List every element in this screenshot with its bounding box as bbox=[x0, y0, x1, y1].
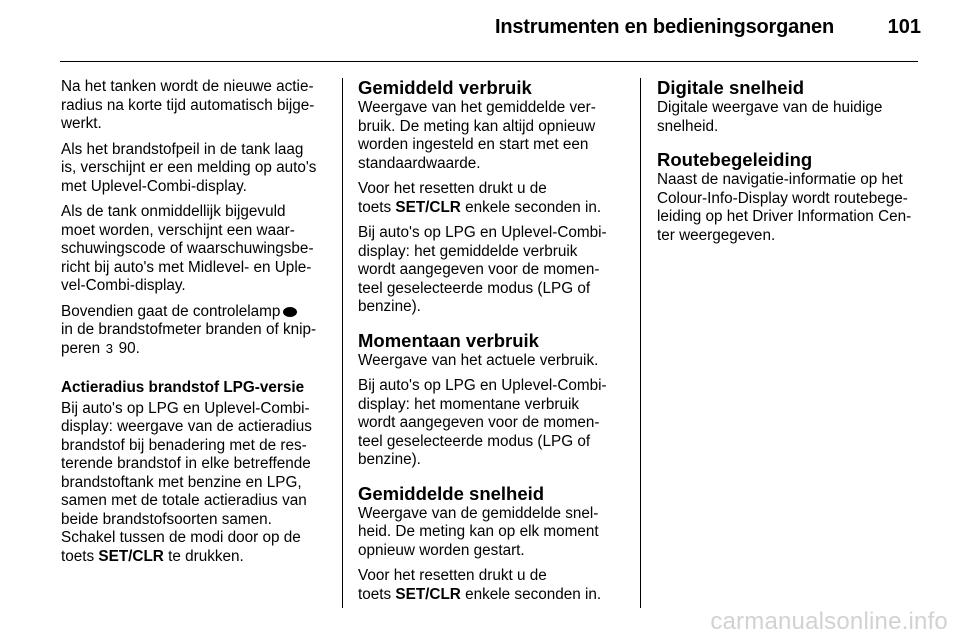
arrow-right-icon: 3 bbox=[105, 340, 113, 356]
column-2 bbox=[358, 78, 630, 611]
reset-text-end: enkele seconden in. bbox=[460, 198, 602, 216]
set-clr-key-label: SET/CLR bbox=[395, 198, 461, 216]
column-1 bbox=[61, 78, 331, 573]
watermark: carmanualsonline.info bbox=[710, 608, 948, 635]
paragraph-instant-consumption: Weergave van het actuele verbruik. bbox=[358, 351, 599, 369]
paragraph-average-consumption: Weergave van het gemiddelde ver- bruik. De meting kan altijd opnieuw worden ingesteld en start met een standaardwaarde. bbox=[358, 99, 596, 172]
page-reference: 90. bbox=[118, 339, 140, 357]
section-title-digital-speed: Digitale snelheid bbox=[657, 77, 805, 98]
paragraph-average-speed-reset bbox=[358, 567, 630, 604]
paragraph-range-update: Na het tanken wordt de nieuwe actie- radius na korte tijd automatisch bijge- werkt. bbox=[61, 78, 315, 132]
paragraph-low-fuel: Als het brandstofpeil in de tank laag is, verschijnt er een melding op auto's met Uplevel-Combi-display. bbox=[61, 140, 317, 195]
page-number: 101 bbox=[887, 16, 921, 38]
paragraph-lpg-range bbox=[61, 400, 331, 567]
paragraph-control-lamp bbox=[61, 303, 331, 359]
column-divider-2 bbox=[640, 78, 641, 608]
paragraph-refuel-warning: Als de tank onmiddellijk bijgevuld moet worden, verschijnt een waar- schuwingscode of waarschuwingsbe- richt bij auto's met Midlevel- en Uple- vel-Combi-display. bbox=[61, 203, 314, 294]
section-title-average-consumption: Gemiddeld verbruik bbox=[358, 77, 532, 98]
set-clr-key-label: SET/CLR bbox=[98, 547, 164, 565]
paragraph-instant-consumption-lpg: Bij auto's op LPG en Uplevel-Combi- display: het momentane verbruik wordt aangegeven voor de momen- teel geselecteerde modus (LPG of benzine). bbox=[358, 377, 607, 468]
lpg-range-text: Bij auto's op LPG en Uplevel-Combi- display: weergave van de actieradius brandstof bij benadering met de res- terende brandstof in elke betreffende brandstoftank met benzine en LPG, samen met de totale actieradius van beide brandstofsoorten samen. Schakel tussen de modi door op de toets bbox=[61, 399, 312, 565]
column-3 bbox=[657, 78, 932, 252]
paragraph-route-guidance: Naast de navigatie-informatie op het Colour-Info-Display wordt routebege- leiding op het Driver Information Cen- ter weergegeven. bbox=[657, 171, 912, 244]
control-lamp-text-start: Bovendien gaat de controlelamp bbox=[61, 302, 281, 320]
page-title: Instrumenten en bedieningsorganen bbox=[495, 16, 834, 38]
control-lamp-text-end: in de brandstofmeter branden of knip- peren bbox=[61, 321, 317, 357]
lpg-range-text-end: te drukken. bbox=[163, 547, 244, 565]
reset-text-start: Voor het resetten drukt u de toets bbox=[358, 180, 547, 216]
lpg-range-heading: Actieradius brandstof LPG-versie bbox=[61, 379, 305, 396]
section-title-average-speed: Gemiddelde snelheid bbox=[358, 482, 545, 504]
section-title-instant-consumption: Momentaan verbruik bbox=[358, 329, 539, 351]
set-clr-key-label: SET/CLR bbox=[395, 585, 461, 603]
paragraph-average-consumption-reset bbox=[358, 180, 630, 217]
header-rule bbox=[60, 61, 918, 62]
section-title-route-guidance: Routebegeleiding bbox=[657, 149, 813, 170]
paragraph-digital-speed: Digitale weergave van de huidige snelheid. bbox=[657, 99, 883, 135]
reset-text-end: enkele seconden in. bbox=[460, 585, 602, 603]
paragraph-average-consumption-lpg: Bij auto's op LPG en Uplevel-Combi- display: het gemiddelde verbruik wordt aangegeven voor de momen- teel geselecteerde modus (LPG of benzine). bbox=[358, 224, 607, 315]
reset-text-start: Voor het resetten drukt u de toets bbox=[358, 567, 547, 603]
column-divider-1 bbox=[342, 78, 343, 608]
paragraph-average-speed: Weergave van de gemiddelde snel- heid. De meting kan op elk moment opnieuw worden gestart. bbox=[358, 504, 599, 559]
fuel-warning-lamp-icon bbox=[283, 307, 297, 317]
